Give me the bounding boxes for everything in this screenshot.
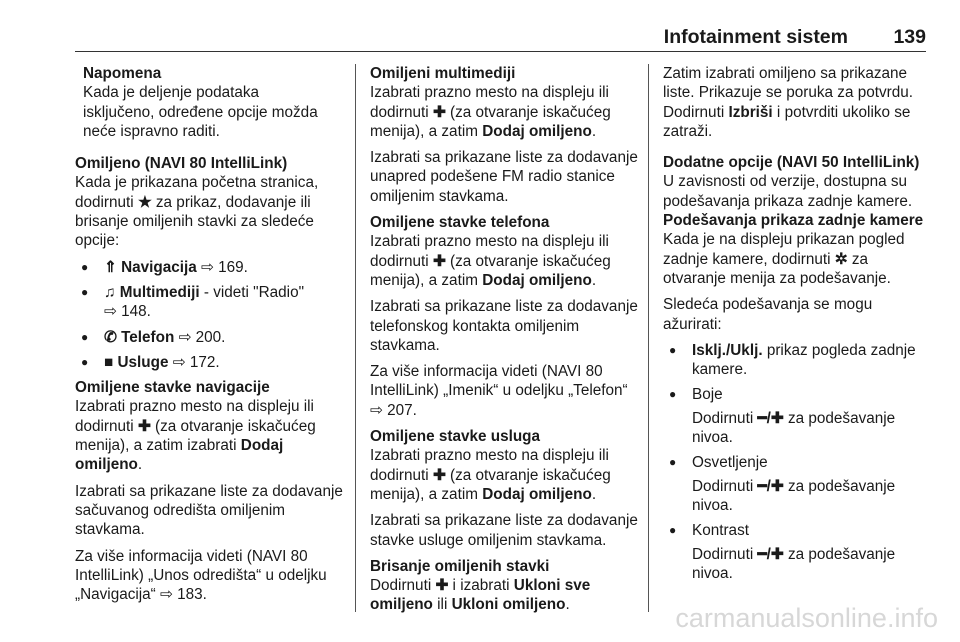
sub-text-b: za podešavanje nivoa.: [692, 477, 896, 514]
usl-text-b: (za otvaranje iskačućeg menija), a zatim: [370, 466, 611, 503]
cam-text-a: Kada je na displeju prikazan pogled zadnje kamere, dodirnuti: [663, 231, 905, 268]
sub-text-a: Dodirnuti: [692, 409, 754, 427]
favorites-list: [75, 258, 343, 372]
list-item-sub: [692, 545, 935, 584]
list-item-telefon: [75, 328, 343, 347]
del-bold-1: Ukloni sve omiljeno: [370, 577, 591, 614]
multimedia-favorites-text: Izabrati prazno mesto na displeju ili dodirnuti ✚ (za otvaranje iskačućeg menija), a zatim Dodaj omiljeno.: [370, 84, 611, 140]
services-favorites-heading: Omiljene stavke usluga: [370, 428, 541, 446]
header-rule: [75, 51, 926, 52]
mm-text-a: Izabrati prazno mesto na displeju ili dodirnuti: [370, 84, 609, 121]
plus-icon: ✚: [432, 252, 446, 270]
tel-bold: Dodaj omiljeno: [482, 271, 592, 289]
nav-text-b: (za otvaranje iskačućeg menija), a zatim izabrati: [75, 417, 316, 455]
list-item-osvetljenje: [663, 453, 935, 515]
gear-icon: ✲: [834, 250, 848, 268]
sub-text-a: Dodirnuti: [692, 477, 754, 495]
note-line-3: neće ispravno raditi.: [83, 122, 220, 140]
minus-plus-icon: ━/✚: [757, 545, 784, 563]
minus-plus-icon: ━/✚: [757, 409, 784, 427]
del-or: ili: [437, 596, 448, 614]
phone-favorites-p2: Izabrati sa prikazane liste za dodavanje telefonskog kontakta omiljenim stavkama.: [370, 298, 638, 354]
list-item-label: Multimediji: [119, 283, 200, 301]
page-header: [75, 22, 926, 50]
phone-favorites-p3: Za više informacija videti (NAVI 80 IntelliLink) „Imenik“ u odeljku „Telefon“ ⇨ 207.: [370, 363, 628, 419]
phone-favorites-heading: Omiljene stavke telefona: [370, 214, 550, 232]
nav-favorites-text: Izabrati prazno mesto na displeju ili dodirnuti ✚ (za otvaranje iskačućeg menija), a zatim izabrati Dodaj omiljeno.: [75, 398, 316, 474]
column-divider-2: [648, 64, 649, 612]
list-item-label: Telefon: [121, 328, 175, 346]
cam-text-b: za otvaranje menija za podešavanje.: [663, 250, 891, 287]
multimedia-icon: ♫: [104, 283, 116, 301]
intro-text-a: Zatim izabrati omiljeno sa prikazane liste. Prikazuje se poruka za potvrdu. Dodirnuti: [663, 65, 913, 121]
sub-text-a: Dodirnuti: [692, 545, 754, 563]
phone-icon: ✆: [104, 328, 117, 346]
tel-text-b: (za otvaranje iskačućeg menija), a zatim: [370, 252, 611, 289]
note-title: Napomena: [83, 65, 162, 82]
camera-settings-p2: Sledeća podešavanja se mogu ažurirati:: [663, 296, 873, 333]
del-text-b: i izabrati: [452, 577, 510, 595]
page-title: Infotainment sistem: [663, 26, 848, 48]
list-item-boje: [663, 385, 935, 447]
list-item-rest: prikaz pogleda zadnje kamere.: [692, 341, 916, 379]
favorites-text: [75, 173, 343, 250]
del-text-a: Dodirnuti: [370, 577, 432, 595]
note-line-2: isključeno, određene opcije možda: [83, 103, 318, 121]
list-item-usluge: [75, 353, 343, 372]
services-favorites-text: Izabrati prazno mesto na displeju ili dodirnuti ✚ (za otvaranje iskačućeg menija), a zatim Dodaj omiljeno.: [370, 447, 611, 503]
list-item-label: Osvetljenje: [692, 454, 768, 472]
options-heading: Dodatne opcije (NAVI 50 IntelliLink): [663, 154, 920, 172]
options-text: U zavisnosti od verzije, dostupna su podešavanja prikaza zadnje kamere.: [663, 173, 913, 210]
mm-bold: Dodaj omiljeno: [482, 122, 592, 140]
note-box: [75, 64, 343, 141]
camera-settings-text: [663, 230, 935, 288]
page-ref: ⇨ 172.: [172, 353, 220, 371]
multimedia-favorites-heading: Omiljeni multimediji: [370, 65, 516, 82]
nav-favorites-p3: Za više informacija videti (NAVI 80 IntelliLink) „Unos odredišta“ u odeljku „Navigacija“ ⇨ 183.: [75, 547, 327, 604]
list-item-sub: [692, 477, 935, 516]
column-1: [75, 64, 343, 611]
usl-text-a: Izabrati prazno mesto na displeju ili dodirnuti: [370, 447, 609, 484]
usl-bold: Dodaj omiljeno: [482, 485, 592, 503]
plus-icon: ✚: [432, 466, 446, 484]
list-item-sub: [692, 409, 935, 448]
note-line-1: Kada je deljenje podataka: [83, 84, 260, 102]
star-icon: ★: [137, 193, 152, 211]
navigation-icon: ⇑: [104, 258, 117, 276]
nav-bold: Dodaj omiljeno: [75, 437, 284, 474]
multimedia-favorites-p2: Izabrati sa prikazane liste za dodavanje unapred podešene FM radio stanice omiljenim stavkama.: [370, 149, 638, 205]
list-item-label: Kontrast: [692, 522, 749, 540]
delete-favorites-text: Dodirnuti ✚ i izabrati Ukloni sve omiljeno ili Ukloni omiljeno.: [370, 577, 591, 614]
column-divider-1: [355, 64, 356, 612]
list-item-label: Isklj./Uklj.: [692, 341, 763, 359]
list-item-label: Navigacija: [121, 258, 197, 276]
list-item-rest: - videti "Radio": [203, 283, 305, 301]
camera-settings-list: [663, 341, 935, 583]
column-2: [370, 64, 640, 622]
del-bold-2: Ukloni omiljeno: [451, 596, 566, 614]
sub-text-b: za podešavanje nivoa.: [692, 545, 896, 582]
favorites-text-b: za prikaz, dodavanje ili brisanje omiljenih stavki za sledeće opcije:: [75, 193, 314, 250]
sub-text-b: za podešavanje nivoa.: [692, 409, 896, 447]
list-item-multimediji: [75, 283, 343, 322]
favorites-text-a: Kada je prikazana početna stranica, dodirnuti: [75, 174, 319, 211]
tel-text-a: Izabrati prazno mesto na displeju ili dodirnuti: [370, 233, 609, 270]
favorites-heading: Omiljeno (NAVI 80 IntelliLink): [75, 155, 288, 173]
list-item-label: Usluge: [117, 353, 169, 371]
plus-icon: ✚: [432, 103, 446, 121]
nav-favorites-p2: Izabrati sa prikazane liste za dodavanje sačuvanog odredišta omiljenim stavkama.: [75, 482, 343, 539]
list-item-kontrast: [663, 521, 935, 583]
mm-text-b: (za otvaranje iskačućeg menija), a zatim: [370, 103, 611, 140]
intro-text-b: i potvrditi ukoliko se zatraži.: [663, 103, 911, 140]
services-icon: ■: [104, 353, 114, 371]
delete-favorites-heading: Brisanje omiljenih stavki: [370, 557, 550, 575]
page-ref: ⇨ 200.: [178, 328, 226, 346]
camera-settings-heading: Podešavanja prikaza zadnje kamere: [663, 212, 924, 230]
nav-text-a: Izabrati prazno mesto na displeju ili dodirnuti: [75, 398, 314, 435]
plus-icon: ✚: [435, 577, 449, 595]
list-item-label: Boje: [692, 386, 723, 404]
plus-icon: ✚: [137, 417, 151, 435]
column-3: [663, 64, 935, 589]
phone-favorites-text: Izabrati prazno mesto na displeju ili dodirnuti ✚ (za otvaranje iskačućeg menija), a zatim Dodaj omiljeno.: [370, 233, 611, 289]
nav-favorites-heading: Omiljene stavke navigacije: [75, 379, 270, 397]
page-number: 139: [893, 26, 926, 48]
delete-label: Izbriši: [728, 103, 773, 121]
list-item-navigacija: [75, 258, 343, 277]
list-item-onoff: [663, 341, 935, 380]
page-ref: ⇨ 169.: [201, 258, 248, 276]
page-ref: ⇨ 148.: [104, 303, 151, 321]
watermark: carmanualsonline.info: [675, 603, 938, 633]
col3-intro: [663, 64, 935, 141]
services-favorites-p2: Izabrati sa prikazane liste za dodavanje stavke usluge omiljenim stavkama.: [370, 512, 638, 549]
minus-plus-icon: ━/✚: [757, 477, 784, 495]
